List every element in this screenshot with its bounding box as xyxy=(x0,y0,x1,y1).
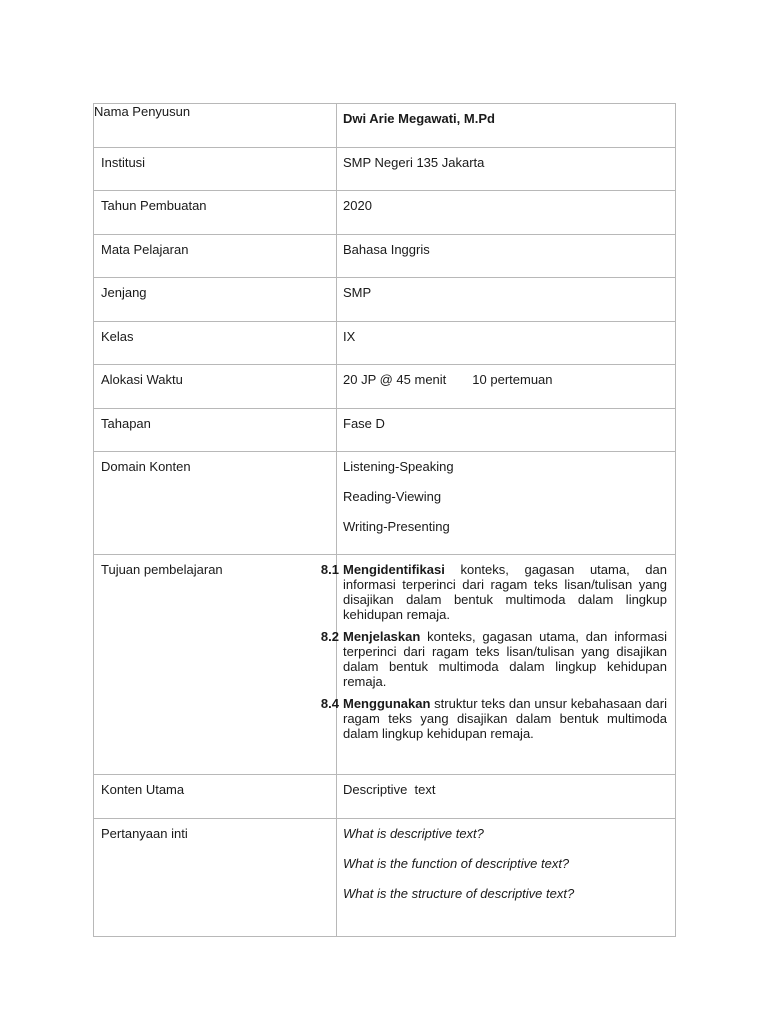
list-item: What is the structure of descriptive text? xyxy=(343,886,575,901)
subject-value: Bahasa Inggris xyxy=(343,242,430,257)
table-row xyxy=(94,555,676,775)
table-row xyxy=(94,365,676,409)
list-item: Listening-Speaking xyxy=(343,459,454,474)
table-row xyxy=(94,775,676,819)
info-table xyxy=(93,103,676,937)
row-label: Institusi xyxy=(101,155,146,170)
main-content-value: Descriptive text xyxy=(343,782,436,797)
year-value: 2020 xyxy=(343,198,372,213)
time-allocation-value xyxy=(337,365,675,388)
row-label: Konten Utama xyxy=(101,782,185,797)
row-label: Tahapan xyxy=(101,416,151,431)
label-cell xyxy=(94,104,337,148)
list-item: What is descriptive text? xyxy=(343,826,484,841)
author-name: Dwi Arie Megawati, M.Pd xyxy=(343,111,495,126)
level-value: SMP xyxy=(343,285,372,300)
time-allocation-meetings: 10 pertemuan xyxy=(472,372,553,387)
table-row xyxy=(94,278,676,322)
table-row xyxy=(94,452,676,555)
table-row xyxy=(94,819,676,937)
row-label: Nama Penyusun xyxy=(94,104,191,119)
table-row xyxy=(94,235,676,278)
goal-verb: Menggunakan xyxy=(343,696,431,711)
time-allocation-hours: 20 JP @ 45 menit xyxy=(343,372,447,387)
table-row xyxy=(94,191,676,235)
phase-value: Fase D xyxy=(343,416,385,431)
goal-item xyxy=(320,562,667,622)
goal-text: konteks, gagasan utama, dan informasi terperinci dari ragam teks lisan/tulisan yang disajikan dalam bentuk multimoda dalam lingkup kehidupan remaja. xyxy=(343,562,667,622)
table-row xyxy=(94,148,676,191)
row-label: Pertanyaan inti xyxy=(101,826,188,841)
institution-value: SMP Negeri 135 Jakarta xyxy=(343,155,485,170)
goal-item xyxy=(320,629,667,689)
goal-number: 8.1 xyxy=(320,562,339,577)
row-label: Jenjang xyxy=(101,285,147,300)
goal-number: 8.2 xyxy=(320,629,339,644)
list-item: Writing-Presenting xyxy=(343,519,450,534)
table-row xyxy=(94,104,676,148)
goal-text: struktur teks dan unsur kebahasaan dari ragam teks yang disajikan dalam bentuk multimoda dalam lingkup kehidupan remaja. xyxy=(343,696,667,741)
row-label: Domain Konten xyxy=(101,459,191,474)
row-label: Mata Pelajaran xyxy=(101,242,189,257)
value-cell xyxy=(337,104,676,148)
table-row xyxy=(94,322,676,365)
table-row xyxy=(94,409,676,452)
learning-goals xyxy=(320,555,675,741)
goal-item xyxy=(320,696,667,741)
row-label: Kelas xyxy=(101,329,134,344)
goal-text: konteks, gagasan utama, dan informasi terperinci dari ragam teks lisan/tulisan yang disajikan dalam bentuk multimoda dalam lingkup kehidupan remaja. xyxy=(343,629,667,689)
row-label: Alokasi Waktu xyxy=(101,372,183,387)
list-item: Reading-Viewing xyxy=(343,489,442,504)
row-label: Tujuan pembelajaran xyxy=(101,562,223,577)
row-label: Tahun Pembuatan xyxy=(101,198,207,213)
class-value: IX xyxy=(343,329,356,344)
content-domain-list xyxy=(337,452,675,535)
goal-verb: Mengidentifikasi xyxy=(343,562,445,577)
goal-verb: Menjelaskan xyxy=(343,629,421,644)
goal-number: 8.4 xyxy=(320,696,339,711)
key-questions-list xyxy=(337,819,675,902)
list-item: What is the function of descriptive text? xyxy=(343,856,570,871)
